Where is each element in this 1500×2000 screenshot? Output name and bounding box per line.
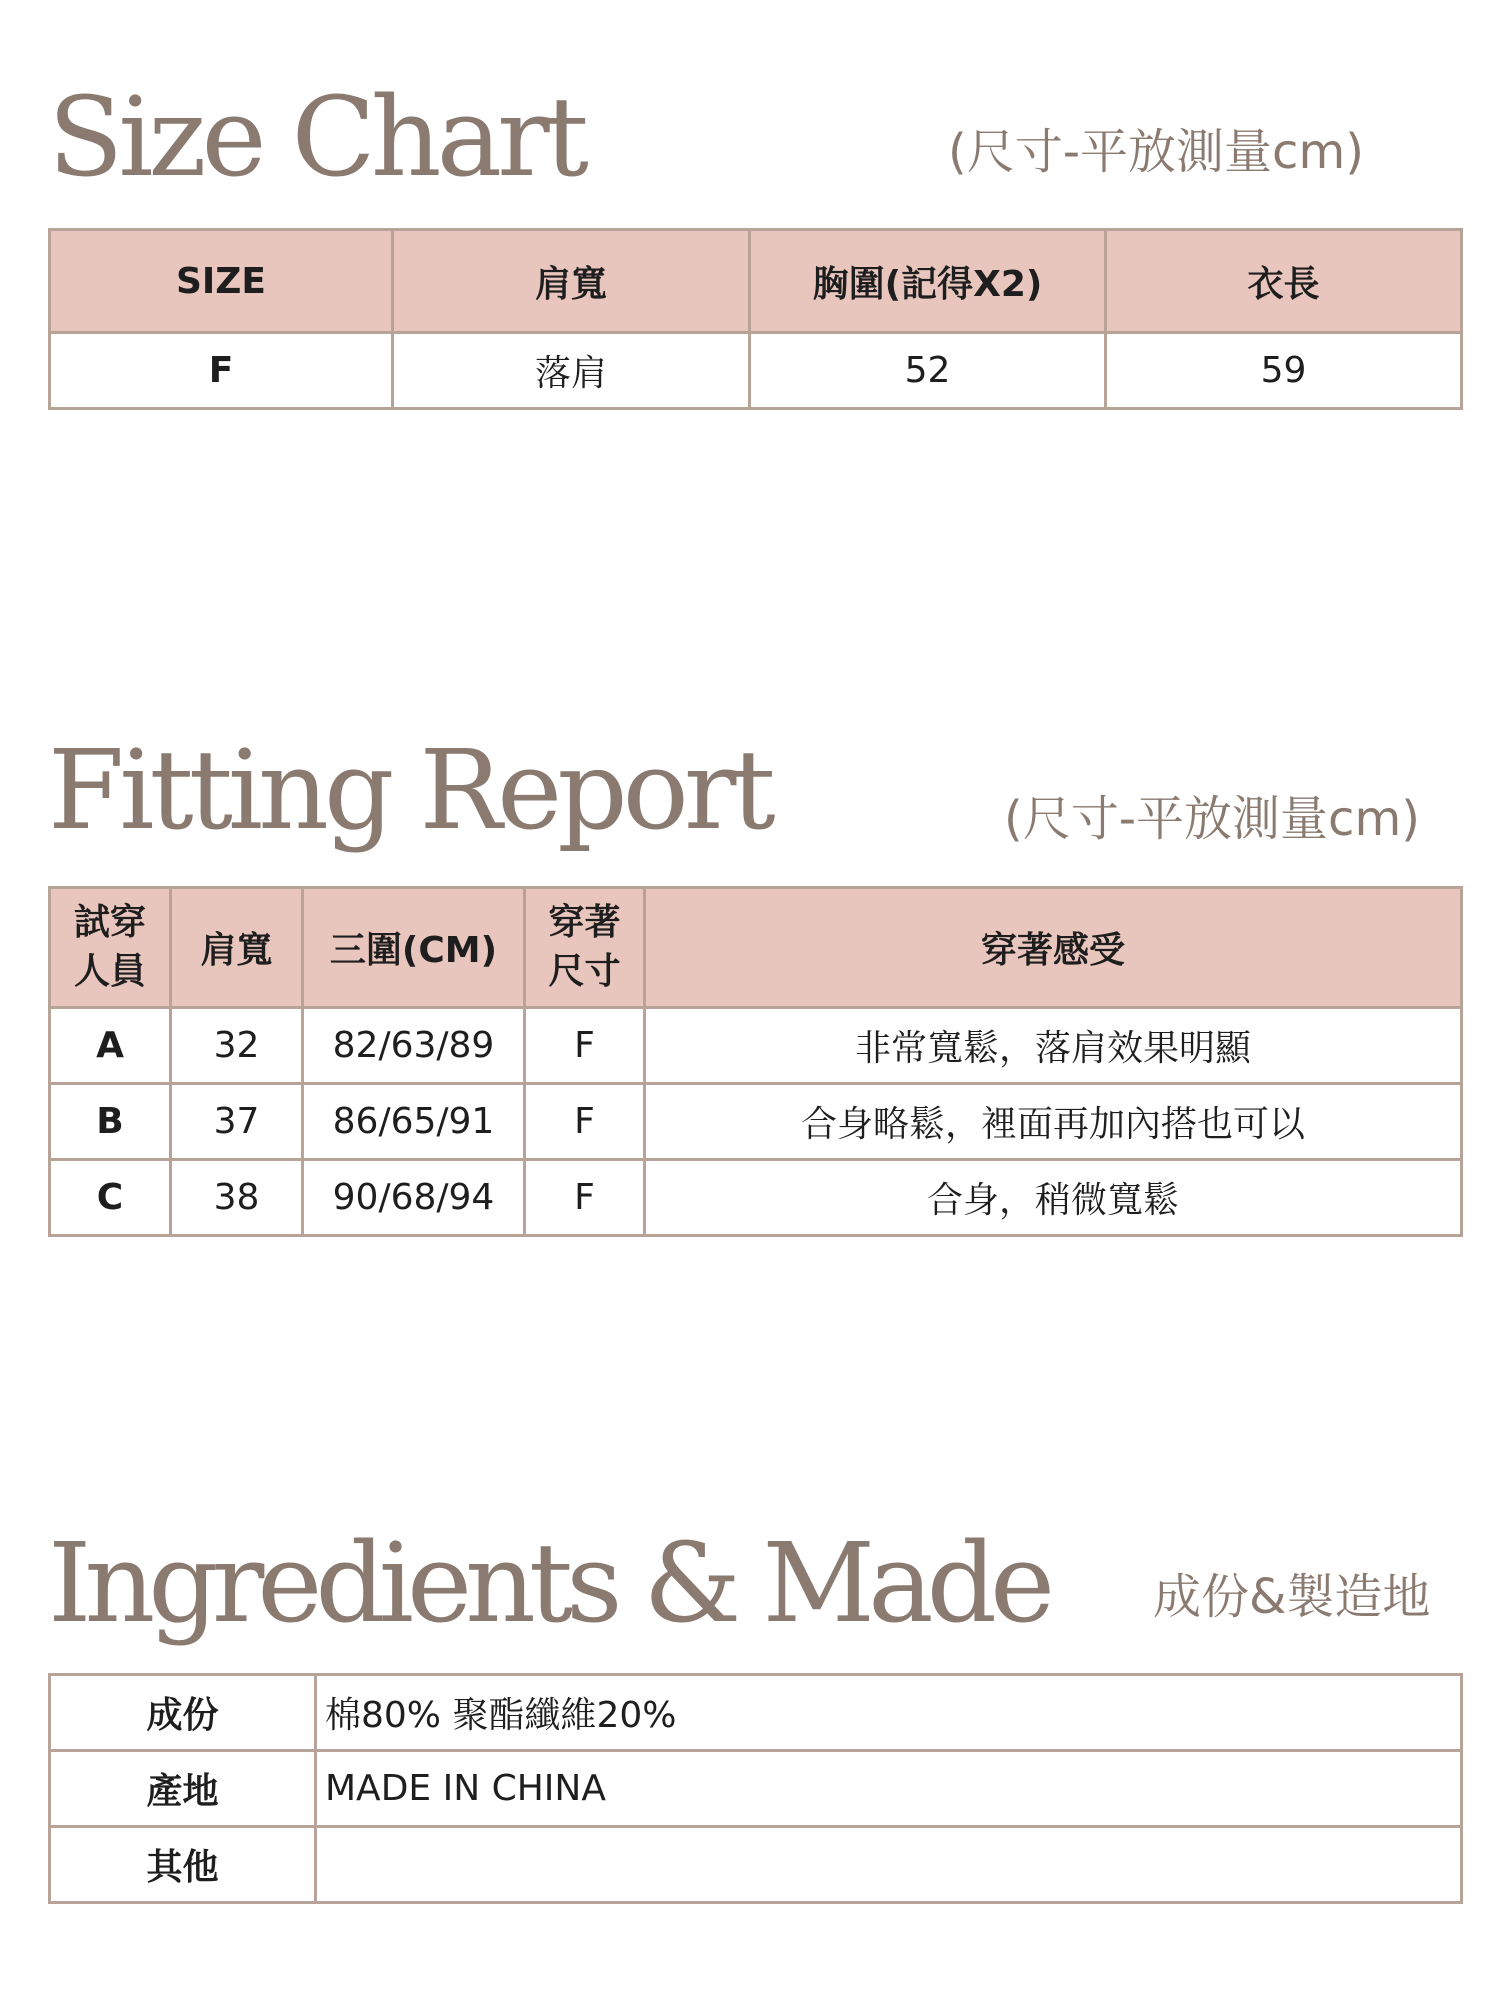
table-row (50, 1084, 1462, 1160)
shoulder-width-value: 37 (171, 1084, 303, 1160)
fitting-report-table (48, 886, 1463, 1237)
measurements-value: 82/63/89 (303, 1008, 525, 1084)
wear-size-value: F (525, 1008, 645, 1084)
table-row (50, 333, 1462, 409)
ingredients-label: 成份 (50, 1675, 316, 1751)
tester-name: C (50, 1160, 171, 1236)
header-size: SIZE (50, 230, 393, 333)
other-label: 其他 (50, 1827, 316, 1903)
header-length: 衣長 (1106, 230, 1462, 333)
chest-value: 52 (750, 333, 1106, 409)
shoulder-width-value: 38 (171, 1160, 303, 1236)
header-wear-size-text: 穿著 尺寸 (548, 901, 621, 992)
origin-value: MADE IN CHINA (316, 1751, 1462, 1827)
length-value: 59 (1106, 333, 1462, 409)
header-wear-size (525, 888, 645, 1008)
tester-name: B (50, 1084, 171, 1160)
size-chart-table (48, 228, 1463, 410)
table-row (50, 1160, 1462, 1236)
header-shoulder-width: 肩寬 (171, 888, 303, 1008)
wear-size-value: F (525, 1084, 645, 1160)
size-value: F (50, 333, 393, 409)
ingredients-value: 棉80% 聚酯纖維20% (316, 1675, 1462, 1751)
header-measurements: 三圍(CM) (303, 888, 525, 1008)
fitting-header-row (50, 888, 1462, 1008)
table-row (50, 1008, 1462, 1084)
header-shoulder: 肩寬 (393, 230, 750, 333)
shoulder-value: 落肩 (393, 333, 750, 409)
size-chart-subtitle: (尺寸-平放測量cm) (948, 124, 1364, 180)
size-chart-header-row (50, 230, 1462, 333)
feeling-value: 非常寬鬆，落肩效果明顯 (645, 1008, 1462, 1084)
size-chart-title: Size Chart (48, 73, 584, 201)
ingredients-title: Ingredients & Made (48, 1519, 1049, 1647)
other-value (316, 1827, 1462, 1903)
shoulder-width-value: 32 (171, 1008, 303, 1084)
fitting-report-subtitle: (尺寸-平放測量cm) (1004, 791, 1420, 847)
origin-label: 產地 (50, 1751, 316, 1827)
wear-size-value: F (525, 1160, 645, 1236)
ingredients-table (48, 1673, 1463, 1904)
table-row (50, 1675, 1462, 1751)
table-row (50, 1751, 1462, 1827)
header-tester (50, 888, 171, 1008)
header-feeling: 穿著感受 (645, 888, 1462, 1008)
table-row (50, 1827, 1462, 1903)
measurements-value: 90/68/94 (303, 1160, 525, 1236)
header-chest: 胸圍(記得X2) (750, 230, 1106, 333)
fitting-report-title: Fitting Report (48, 726, 771, 854)
ingredients-subtitle: 成份&製造地 (1153, 1569, 1431, 1625)
tester-name: A (50, 1008, 171, 1084)
feeling-value: 合身，稍微寬鬆 (645, 1160, 1462, 1236)
measurements-value: 86/65/91 (303, 1084, 525, 1160)
header-tester-text: 試穿 人員 (73, 901, 146, 992)
feeling-value: 合身略鬆，裡面再加內搭也可以 (645, 1084, 1462, 1160)
